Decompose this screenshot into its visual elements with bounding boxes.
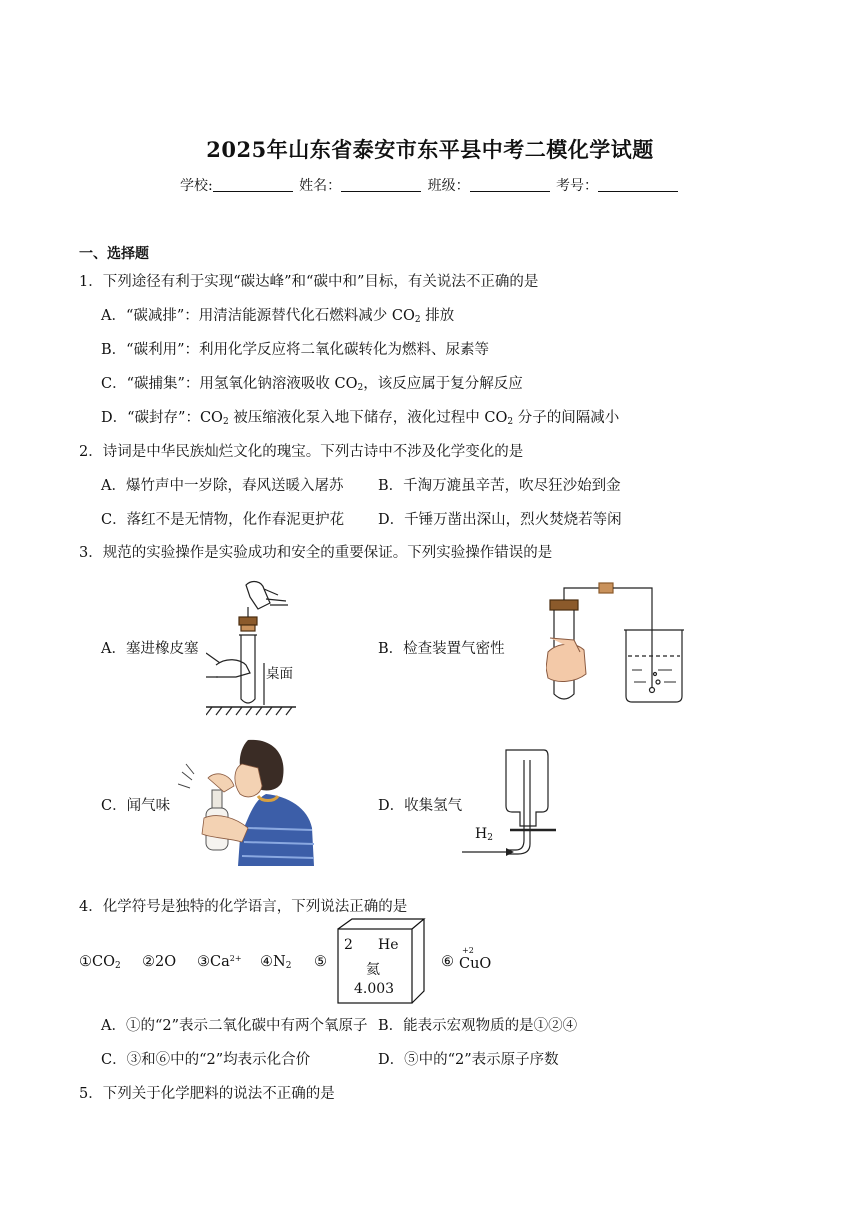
q4-symbol-1: $①CO_2$ [79, 954, 121, 971]
fig-insert-stopper [206, 577, 302, 717]
element-name: 氦 [366, 962, 380, 978]
q4-symbol-6-formula: CuO [459, 956, 492, 972]
exam-no-label: 考号： [556, 178, 599, 194]
class-label: 班级： [427, 178, 470, 194]
q4-option-a: A．①的“2”表示二氧化碳中有两个氧原子 [101, 1018, 368, 1034]
fig-a-desk-label: 桌面 [266, 666, 293, 682]
class-blank [470, 177, 550, 192]
school-blank [213, 177, 293, 192]
q3-option-a: A．塞进橡皮塞 [101, 641, 199, 657]
school-label: 学校: [179, 178, 213, 194]
q4-symbol-4: $④N_2$ [260, 954, 292, 971]
name-blank [341, 177, 421, 192]
element-symbol: He [378, 937, 399, 953]
q3-option-d: D．收集氢气 [378, 798, 463, 814]
exam-no-blank [598, 177, 678, 192]
page-title: 2025年山东省泰安市东平县中考二模化学试题 [206, 137, 654, 162]
fig-smell-gas [178, 738, 318, 868]
q4-stem: 4．化学符号是独特的化学语言，下列说法正确的是 [79, 899, 408, 915]
element-mass: 4.003 [354, 981, 395, 997]
fig-d-h2-label: $H_2$ [475, 826, 493, 843]
q3-option-b: B．检查装置气密性 [378, 641, 505, 657]
q1-option-a: A．“碳减排”：用清洁能源替代化石燃料减少 $CO_2$ 排放 [101, 308, 455, 325]
q1-stem: 1．下列途径有利于实现“碳达峰”和“碳中和”目标，有关说法不正确的是 [79, 274, 539, 290]
q4-symbol-6-valence: +2 [462, 946, 474, 955]
q4-symbol-3: $③Ca^{2+}$ [197, 954, 242, 970]
q2-stem: 2．诗词是中华民族灿烂文化的瑰宝。下列古诗中不涉及化学变化的是 [79, 444, 524, 460]
q4-symbol-2: ②2O [142, 954, 177, 970]
q2-option-a: A．爆竹声中一岁除，春风送暖入屠苏 [101, 478, 344, 494]
q2-option-c: C．落红不是无情物，化作春泥更护花 [101, 512, 345, 528]
q1-option-d: D．“碳封存”：$CO_2$ 被压缩液化泵入地下储存，液化过程中 $CO_2$ 分子的间隔减小 [101, 410, 620, 427]
q2-option-d: D．千锤万凿出深山，烈火焚烧若等闲 [378, 512, 622, 528]
q4-option-b: B．能表示宏观物质的是①②④ [378, 1018, 578, 1034]
q4-option-d: D．⑤中的“2”表示原子序数 [378, 1052, 559, 1068]
q5-stem: 5．下列关于化学肥料的说法不正确的是 [79, 1086, 335, 1102]
q3-option-c: C．闻气味 [101, 798, 171, 814]
q4-symbol-6: ⑥ [441, 954, 454, 970]
element-number: 2 [344, 937, 353, 953]
student-info-line [0, 175, 860, 195]
q1-option-c: C．“碳捕集”：用氢氧化钠溶液吸收 $CO_2$，该反应属于复分解反应 [101, 376, 523, 393]
fig-airtightness-check [546, 578, 686, 708]
q2-option-b: B．千淘万漉虽辛苦，吹尽狂沙始到金 [378, 478, 621, 494]
q1-option-b: B．“碳利用”：利用化学反应将二氧化碳转化为燃料、尿素等 [101, 342, 489, 358]
q4-option-c: C．③和⑥中的“2”均表示化合价 [101, 1052, 311, 1068]
name-label: 姓名： [299, 178, 342, 194]
helium-element-cell [336, 917, 426, 1005]
q4-symbol-5: ⑤ [314, 954, 327, 970]
section-heading: 一、选择题 [79, 246, 149, 262]
q3-stem: 3．规范的实验操作是实验成功和安全的重要保证。下列实验操作错误的是 [79, 545, 553, 561]
